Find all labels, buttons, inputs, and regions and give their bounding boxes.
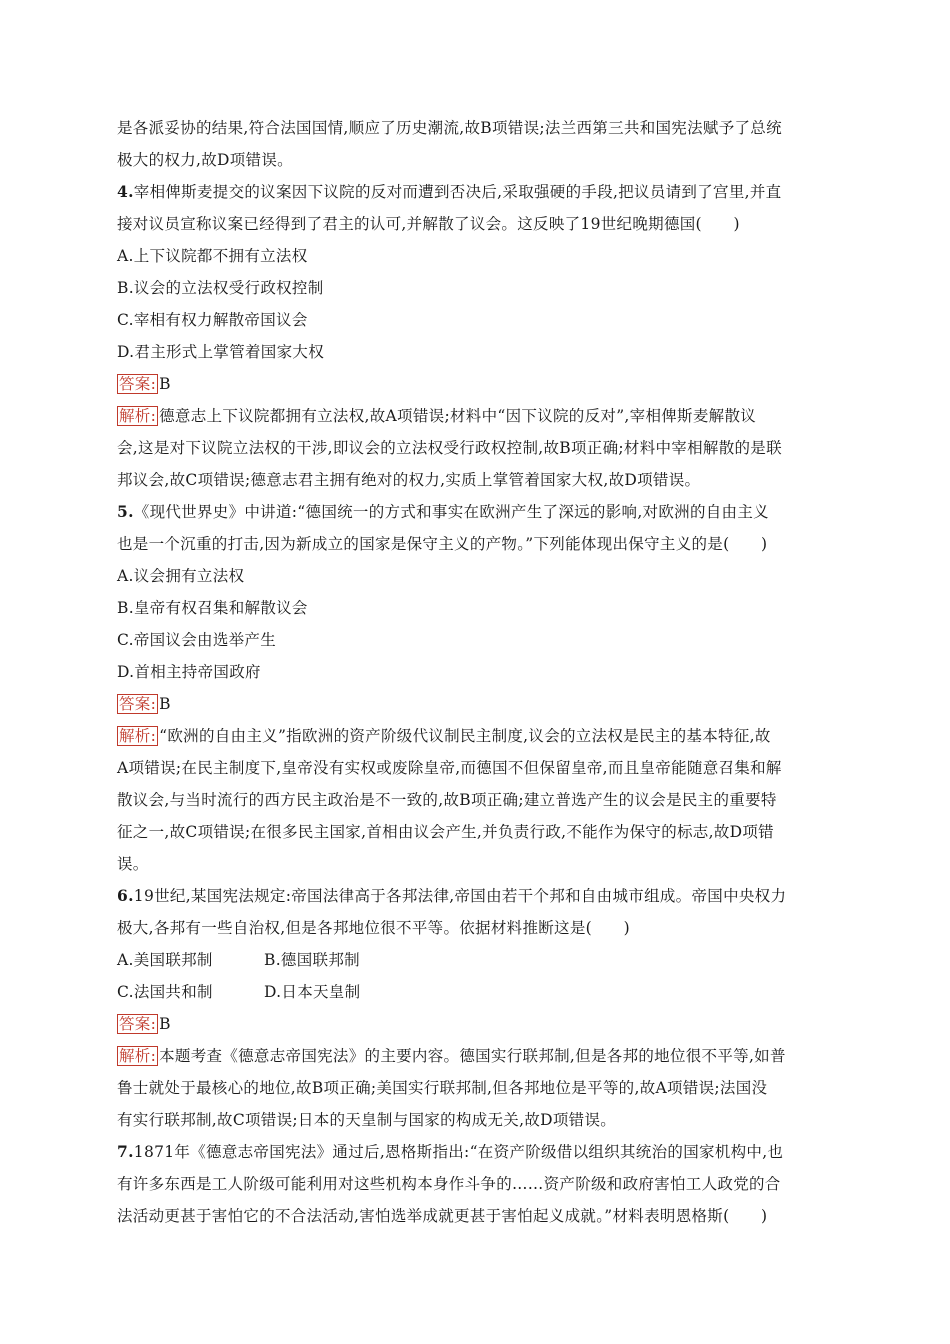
explanation-line: 有实行联邦制,故C项错误;日本的天皇制与国家的构成无关,故D项错误。 [117,1111,617,1129]
explanation-tag: 解析: [119,407,157,425]
question-stem-text: 《现代世界史》中讲道:“德国统一的方式和事实在欧洲产生了深远的影响,对欧洲的自由主义 [133,503,769,521]
question-5-answer [117,688,835,720]
question-stem-text: 1871年《德意志帝国宪法》通过后,恩格斯指出:“在资产阶级借以组织其统治的国家机构中,也 [133,1143,784,1161]
question-6-explanation [117,1040,835,1072]
answer-tag: 答案: [119,1015,157,1033]
question-7-stem [117,1136,835,1168]
explanation-text: “欧洲的自由主义”指欧洲的资产阶级代议制民主制度,议会的立法权是民主的基本特征,故 [159,727,771,745]
question-5-explanation [117,720,835,752]
option-a: A.议会拥有立法权 [117,567,245,585]
option-c: C.帝国议会由选举产生 [117,631,277,649]
explanation-line: 邦议会,故C项错误;德意志君主拥有绝对的权力,实质上掌管着国家大权,故D项错误。 [117,471,701,489]
question-stem-line: 极大,各邦有一些自治权,但是各邦地位很不平等。依据材料推断这是( ) [117,919,630,937]
question-6-stem [117,880,835,912]
explanation-text: 德意志上下议院都拥有立法权,故A项错误;材料中“因下议院的反对”,宰相俾斯麦解散议 [159,407,757,425]
question-6-answer [117,1008,835,1040]
answer-value: B [159,695,171,713]
option-row [117,944,835,976]
option-d: D.君主形式上掌管着国家大权 [117,343,325,361]
explanation-tag: 解析: [119,727,157,745]
option-a: A.美国联邦制 [117,951,213,969]
option-c: C.宰相有权力解散帝国议会 [117,311,308,329]
question-stem-text: 19世纪,某国宪法规定:帝国法律高于各邦法律,帝国由若干个邦和自由城市组成。帝国中央权力 [133,887,787,905]
explanation-line: A项错误;在民主制度下,皇帝没有实权或废除皇帝,而德国不但保留皇帝,而且皇帝能随意召集和解 [117,759,782,777]
option-d: D.首相主持帝国政府 [117,663,261,681]
option-d: D.日本天皇制 [264,983,361,1001]
explanation-line: 散议会,与当时流行的西方民主政治是不一致的,故B项正确;建立普选产生的议会是民主的重要特 [117,791,777,809]
option-a: A.上下议院都不拥有立法权 [117,247,308,265]
option-row [117,976,835,1008]
question-stem-line: 接对议员宣称议案已经得到了君主的认可,并解散了议会。这反映了19世纪晚期德国( ) [117,215,740,233]
question-stem-text: 宰相俾斯麦提交的议案因下议院的反对而遭到否决后,采取强硬的手段,把议员请到了宫里,并直 [133,183,782,201]
explanation-line: 误。 [117,855,149,873]
document-content [117,112,835,1232]
q3-explanation-line: 是各派妥协的结果,符合法国国情,顺应了历史潮流,故B项错误;法兰西第三共和国宪法赋予了总统 [117,119,782,137]
question-5-stem [117,496,835,528]
q3-explanation-line: 极大的权力,故D项错误。 [117,151,293,169]
option-b: B.皇帝有权召集和解散议会 [117,599,308,617]
question-number: 4. [117,182,134,201]
question-number: 6. [117,886,134,905]
question-stem-line: 法活动更甚于害怕它的不合法活动,害怕选举成就更甚于害怕起义成就。”材料表明恩格斯( ) [117,1207,768,1225]
explanation-line: 会,这是对下议院立法权的干涉,即议会的立法权受行政权控制,故B项正确;材料中宰相解散的是联 [117,439,782,457]
explanation-line: 鲁士就处于最核心的地位,故B项正确;美国实行联邦制,但各邦地位是平等的,故A项错误;法国没 [117,1079,768,1097]
explanation-text: 本题考查《德意志帝国宪法》的主要内容。德国实行联邦制,但是各邦的地位很不平等,如普 [159,1047,786,1065]
question-4-stem [117,176,835,208]
option-b: B.议会的立法权受行政权控制 [117,279,324,297]
option-c: C.法国共和制 [117,983,213,1001]
explanation-line: 征之一,故C项错误;在很多民主国家,首相由议会产生,并负责行政,不能作为保守的标志,故D项错 [117,823,774,841]
answer-value: B [159,375,171,393]
explanation-tag: 解析: [119,1047,157,1065]
question-number: 5. [117,502,134,521]
question-stem-line: 也是一个沉重的打击,因为新成立的国家是保守主义的产物。”下列能体现出保守主义的是( ) [117,535,768,553]
question-4-explanation [117,400,835,432]
question-4-answer [117,368,835,400]
answer-value: B [159,1015,171,1033]
question-stem-line: 有许多东西是工人阶级可能利用对这些机构本身作斗争的……资产阶级和政府害怕工人政党的合 [117,1175,781,1193]
answer-tag: 答案: [119,375,157,393]
question-number: 7. [117,1142,134,1161]
answer-tag: 答案: [119,695,157,713]
option-b: B.德国联邦制 [264,951,360,969]
